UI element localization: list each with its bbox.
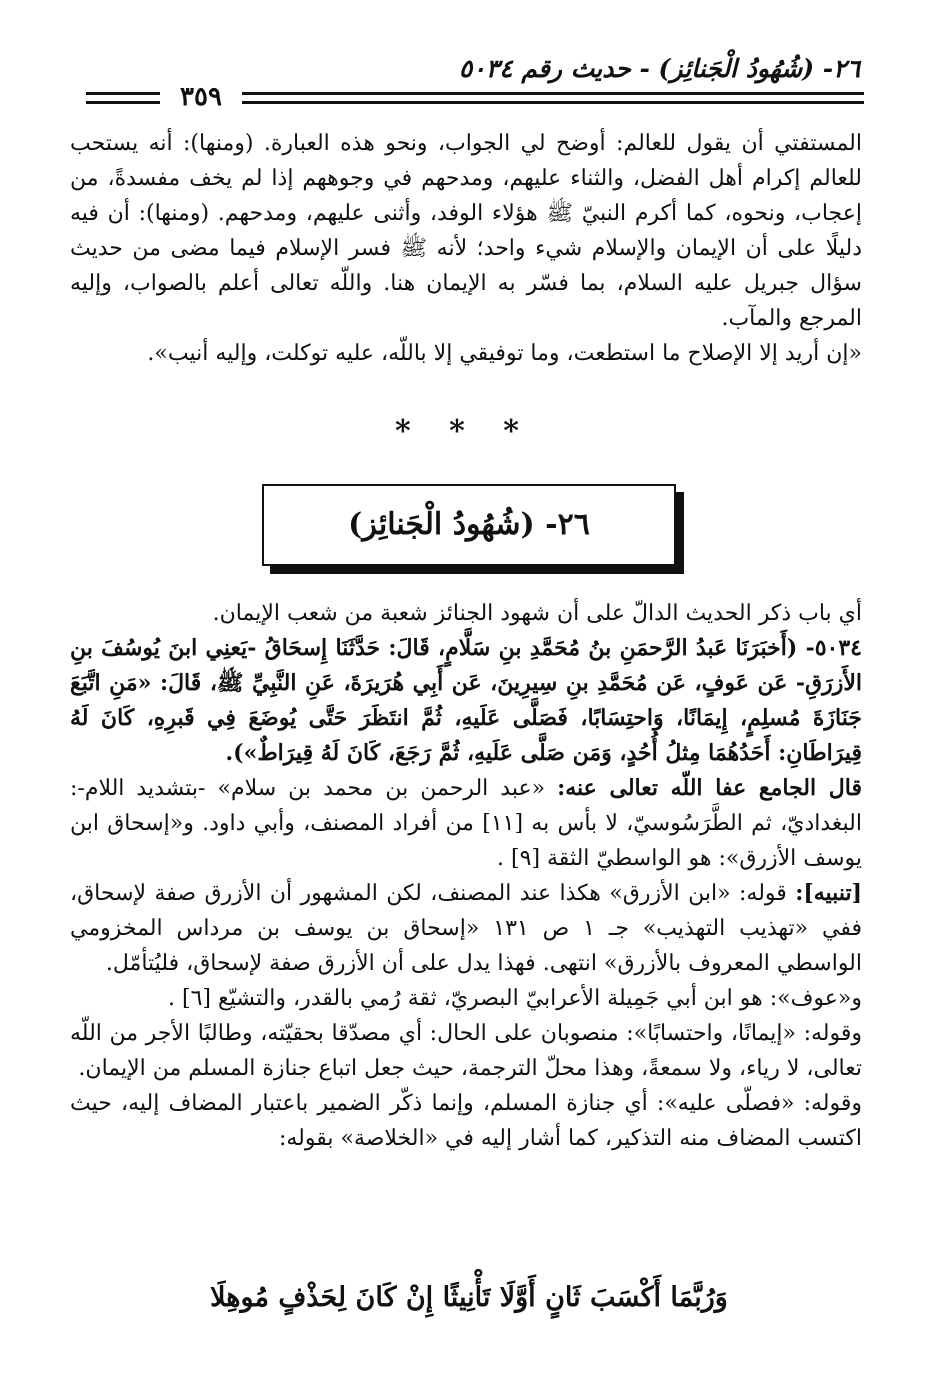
main-text <box>70 596 862 1156</box>
commentary-paragraph-1 <box>70 771 862 876</box>
top-paragraph <box>70 126 862 371</box>
paragraph-continuation: المستفتي أن يقول للعالم: أوضح لي الجواب، ونحو هذه العبارة. (ومنها): أنه يستحب للعالم إكرام أهل الفضل، والثناء عليهم، ومدحهم في وجوههم إذا لم يخف مفسدةً، من إعجاب، ونحوه، كما أكرم النبيّ ﷺ هؤلاء الوفد، وأثنى عليهم، ومدحهم. (ومنها): أن فيه دليلًا على أن الإيمان والإسلام شيء واحد؛ لأنه ﷺ فسر الإسلام فيما مضى من حديث سؤال جبريل عليه السلام، بما فسّر به الإيمان هنا. واللّه تعالى أعلم بالصواب، وإليه المرجع والمآب. <box>70 131 862 331</box>
commentary-paragraph-2 <box>70 876 862 981</box>
commentary-paragraph-3: و«عوف»: هو ابن أبي جَمِيلة الأعرابيّ البصريّ، ثقة رُمي بالقدر، والتشيّع [٦] . <box>168 986 862 1011</box>
closing-quote: «إن أريد إلا الإصلاح ما استطعت، وما توفيقي إلا باللّه، عليه توكلت، وإليه أنيب». <box>147 341 862 366</box>
section-separator-stars: * * * <box>395 414 533 449</box>
commentary-paragraph-4: وقوله: «إيمانًا، واحتسابًا»: منصوبان على الحال: أي مصدّقا بحقيّته، وطالبًا الأجر من اللّه تعالى، لا رياء، ولا سمعةً، وهذا محلّ الترجمة، حيث جعل اتباع جنازة المسلم من الإيمان. <box>70 1021 862 1081</box>
commentary-text-1: «عبد الرحمن بن محمد بن سلام» -بتشديد اللام-: البغداديّ، ثم الطَّرَسُوسيّ، لا بأس به [١١] من أفراد المصنف، وأبي داود. و«إسحاق ابن يوسف الأزرق»: هو الواسطيّ الثقة [٩] . <box>70 776 862 871</box>
chapter-title-box <box>262 484 676 566</box>
running-head: ٢٦- (شُهُودُ الْجَنائِز) - حديث رقم ٥٠٣٤ <box>458 54 860 83</box>
note-label: [تنبيه]: <box>795 880 862 906</box>
page-number: ٣٥٩ <box>180 82 222 112</box>
author-label: قال الجامع عفا اللّه تعالى عنه: <box>557 775 863 801</box>
commentary-paragraph-5: وقوله: «فصلّى عليه»: أي جنازة المسلم، وإنما ذكّر الضمير باعتبار المضاف إليه، حيث اكتسب المضاف منه التذكير، كما أشار إليه في «الخلاصة» بقوله: <box>70 1091 862 1151</box>
chapter-intro: أي باب ذكر الحديث الدالّ على أن شهود الجنائز شعبة من شعب الإيمان. <box>212 601 862 626</box>
commentary-text-2: قوله: «ابن الأزرق» هكذا عند المصنف، لكن المشهور أن الأزرق صفة لإسحاق، ففي «تهذيب التهذيب» جـ ١ ص ١٣١ «إسحاق بن يوسف بن مرداس المخزومي الواسطي المعروف بالأزرق» انتهى. فهذا يدل على أن الأزرق صفة لإسحاق، فليُتأمّل. <box>70 881 862 976</box>
poem-verse: وَرُبَّمَا أَكْسَبَ ثَانٍ أَوَّلَا تَأْنِيثًا إِنْ كَانَ لِحَذْفٍ مُوهِلَا <box>210 1282 728 1313</box>
header-double-rule-short <box>86 92 160 104</box>
header-double-rule <box>242 92 864 104</box>
hadith-text: ٥٠٣٤- (أَخبَرَنَا عَبدُ الرَّحمَنِ بنُ مُحَمَّدِ بنِ سَلَّامٍ، قَالَ: حَدَّثَنَا إِسحَاقُ -يَعنِي ابنَ يُوسُفَ بنِ الأَزرَقِ- عَن عَوفٍ، عَن مُحَمَّدِ بنِ سِيرِينَ، عَن أَبِي هُرَيرَةَ، عَنِ النَّبِيِّ ﷺ، قَالَ: «مَنِ اتَّبَعَ جَنَازَةَ مُسلِمٍ، إِيمَانًا، وَاحتِسَابًا، فَصَلَّى عَلَيهِ، ثُمَّ انتَظَرَ حَتَّى يُوضَعَ فِي قَبرِهِ، كَانَ لَهُ قِيرَاطَانِ: أَحَدُهُمَا مِثلُ أُحُدٍ، وَمَن صَلَّى عَلَيهِ، ثُمَّ رَجَعَ، كَانَ لَهُ قِيرَاطٌ»). <box>70 635 862 766</box>
chapter-title: ٢٦- (شُهُودُ الْجَنائِز) <box>348 507 590 542</box>
